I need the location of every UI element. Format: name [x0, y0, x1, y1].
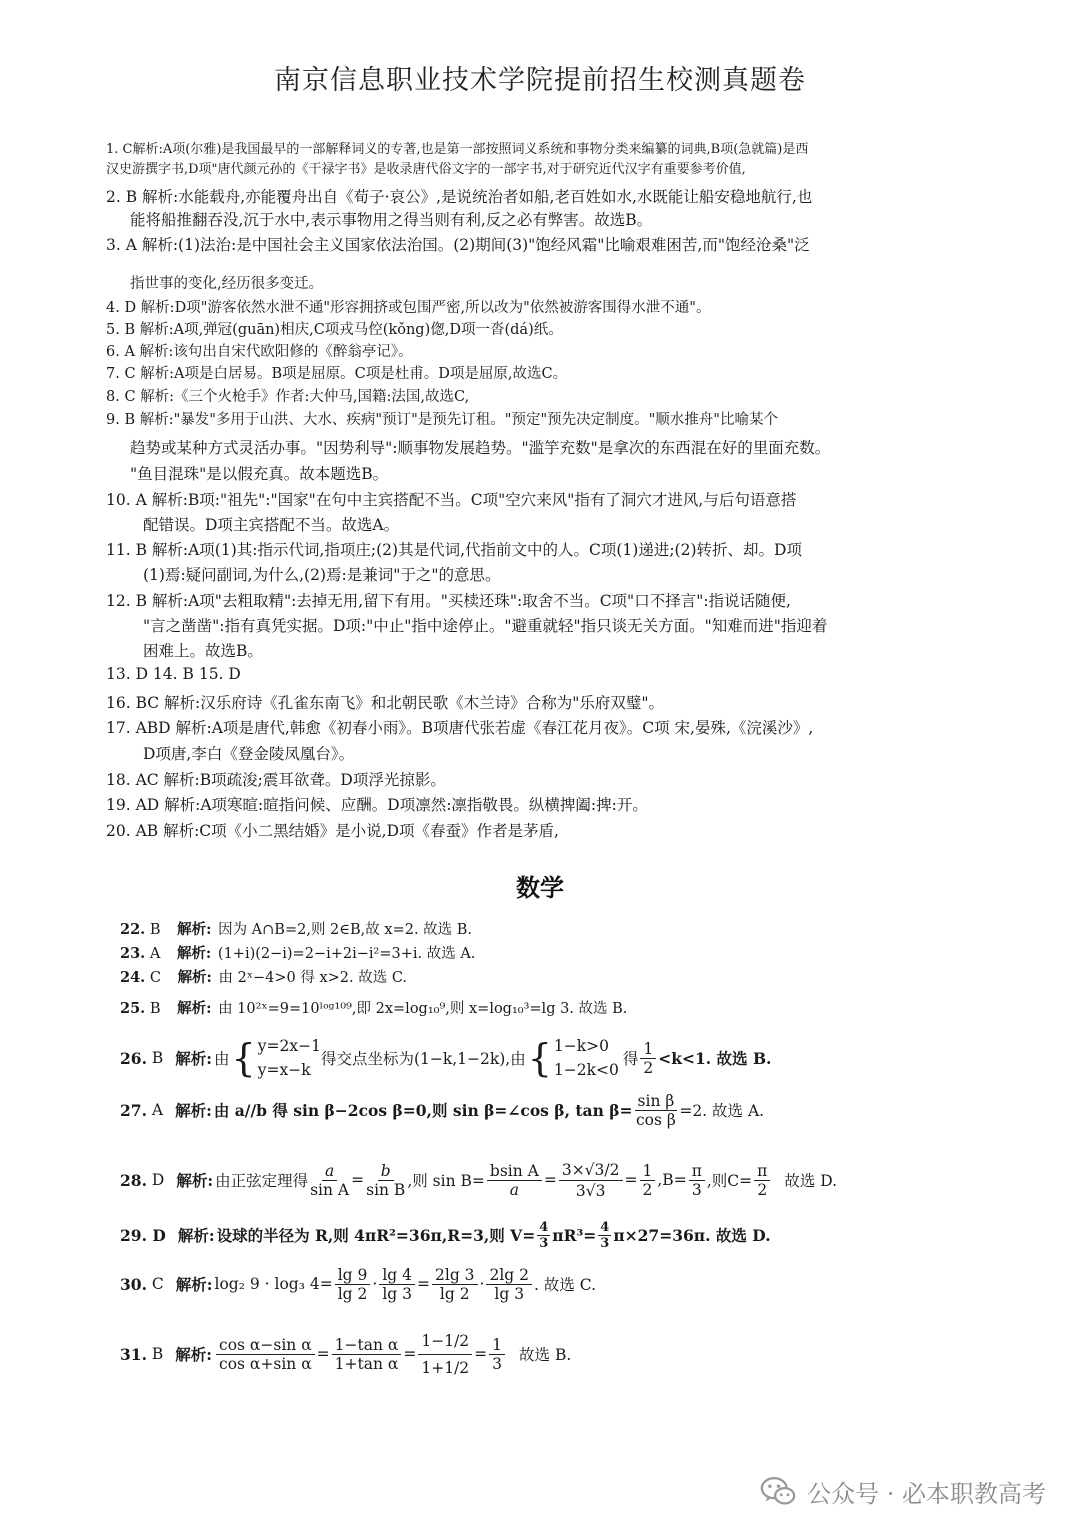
fraction [754, 1162, 770, 1199]
analysis-text: ,B= [657, 1171, 687, 1189]
question-number: 25. [120, 1000, 146, 1017]
numerator: lg 4 [379, 1266, 415, 1285]
answer-line: 困难上。故选B。 [143, 642, 263, 660]
answer-line: 2. B 解析:水能载舟,亦能覆舟出自《荀子·哀公》,是说统治者如船,老百姓如水,水既能让船安稳地航行,也 [106, 188, 813, 206]
denominator: 1+tan α [334, 1354, 399, 1373]
answer-choice: B [151, 1345, 164, 1363]
denominator: 2 [643, 1058, 654, 1077]
fraction [418, 1328, 472, 1381]
question-number: 30. [120, 1274, 147, 1294]
answer-choice: D [152, 1225, 166, 1245]
fraction [640, 1162, 656, 1199]
numerator: 4 [539, 1219, 549, 1235]
answer-choice: B [149, 1001, 161, 1017]
numerator: b [378, 1162, 394, 1181]
math-answer-24 [120, 966, 407, 987]
fraction [310, 1162, 349, 1199]
fraction [487, 1162, 542, 1199]
analysis-text: 故选 D. [784, 1172, 838, 1190]
analysis-text: 由 10²ˣ=9=10ˡᵒᵍ¹⁰⁹,即 2x=log₁₀⁹,则 x=log₁₀³=lg 3. 故选 B. [218, 1001, 628, 1017]
denominator: cos β [636, 1110, 676, 1129]
equation-line: y=2x−1 [257, 1037, 321, 1055]
denominator: lg 2 [337, 1284, 368, 1303]
answer-line: 7. C 解析:A项是白居易。B项是屈原。C项是杜甫。D项是屈原,故选C。 [106, 366, 568, 382]
answer-line: 汉史游撰字书,D项"唐代颜元孙的《干禄字书》是收录唐代俗文字的一部字书,对于研究近代汉字有重要参考价值, [106, 162, 746, 177]
section-title-math: 数学 [516, 873, 564, 902]
question-number: 24. [120, 969, 146, 986]
answer-line: "鱼目混珠"是以假充真。故本题选B。 [130, 465, 389, 483]
analysis-label: 解析: [177, 969, 212, 986]
denominator: lg 2 [439, 1284, 470, 1303]
numerator: 3×√3/2 [559, 1160, 623, 1181]
answer-line: 16. BC 解析:汉乐府诗《孔雀东南飞》和北朝民歌《木兰诗》合称为"乐府双璧"。 [106, 694, 665, 712]
numerator: 1−1/2 [418, 1328, 472, 1355]
denominator: 3 [600, 1235, 610, 1251]
answer-line: 17. ABD 解析:A项是唐代,韩愈《初春小雨》。B项唐代张若虚《春江花月夜》。C项 宋,晏殊,《浣溪沙》, [106, 719, 814, 737]
question-number: 31. [120, 1344, 147, 1364]
fraction [689, 1162, 705, 1199]
math-answer-30: 30. C 解析: log₂ 9 · log₃ 4= $\frac{\lg 9}{\lg 2}$ · $\frac{\lg 4}{\lg 3}$ = $\frac{2\lg 3}{\lg 2}$ · $\frac{2\lg 2}{\lg 3}$ . 故选 C. [120, 1265, 597, 1303]
analysis-label: 解析: [175, 1101, 212, 1120]
answer-line: 12. B 解析:A项"去粗取精":去掉无用,留下有用。"买椟还珠":取舍不当。C项"口不择言":指说话随便, [106, 592, 791, 610]
answer-line: 18. AC 解析:B项疏浚;震耳欲聋。D项浮光掠影。 [106, 771, 446, 789]
wechat-icon [759, 1472, 797, 1510]
fraction [216, 1336, 315, 1373]
analysis-text: <k<1. 故选 B. [658, 1049, 772, 1068]
analysis-text: ,则 sin B= [407, 1172, 485, 1190]
analysis-text: =2. 故选 A. [679, 1102, 765, 1120]
numerator: 1 [640, 1162, 656, 1181]
denominator: 3 [691, 1180, 702, 1199]
math-answer-29 [120, 1215, 771, 1255]
numerator: 1−tan α [332, 1336, 402, 1355]
answer-choice: A [151, 1101, 164, 1119]
denominator: 3 [492, 1354, 503, 1373]
watermark [759, 1471, 1046, 1511]
analysis-text: 由 a//b 得 sin β−2cos β=0,则 sin β=∠cos β, tan β= [213, 1101, 633, 1120]
question-number: 27. [120, 1100, 147, 1120]
analysis-text: 因为 A∩B=2,则 2∈B,故 x=2. 故选 B. [218, 922, 473, 938]
answer-line: D项唐,李白《登金陵凤凰台》。 [143, 745, 355, 763]
denominator: lg 3 [382, 1284, 412, 1303]
answer-line: 指世事的变化,经历很多变迁。 [130, 276, 324, 292]
denominator: 2 [757, 1180, 768, 1199]
numerator: bsin A [487, 1162, 542, 1181]
denominator: 2 [642, 1180, 653, 1199]
analysis-text: . 故选 C. [534, 1276, 597, 1294]
answer-choice: B [151, 1049, 164, 1067]
analysis-text: 得交点坐标为(1−k,1−2k),由 [320, 1050, 526, 1068]
analysis-text: 得 [622, 1050, 639, 1068]
answer-line: (1)焉:疑问副词,为什么,(2)焉:是兼词"于之"的意思。 [143, 566, 501, 584]
math-answer-22 [120, 918, 472, 939]
answer-line: 1. C解析:A项(尔雅)是我国最早的一部解释词义的专著,也是第一部按照词义系统和事物分类来编纂的词典,B项(急就篇)是西 [106, 142, 809, 157]
analysis-label: 解析: [175, 1275, 213, 1294]
analysis-text: 由 2ˣ−4>0 得 x>2. 故选 C. [218, 970, 408, 986]
analysis-label: 解析: [175, 1345, 213, 1364]
fraction [635, 1092, 678, 1129]
answer-choice: C [151, 1275, 164, 1293]
fraction [366, 1162, 405, 1199]
brace-symbol: { [231, 1036, 256, 1080]
denominator: sin A [310, 1180, 350, 1199]
analysis-label: 解析: [177, 1000, 212, 1017]
equation-line: 1−2k<0 [553, 1061, 619, 1079]
fraction [537, 1220, 550, 1251]
numerator: sin β [635, 1092, 678, 1111]
answer-line: 10. A 解析:B项:"祖先":"国家"在句中主宾搭配不当。C项"空穴来风"指有了洞穴才进风,与后句语意搭 [106, 491, 797, 509]
fraction [598, 1220, 611, 1251]
fraction [335, 1266, 371, 1303]
analysis-text: ,则C= [706, 1172, 753, 1190]
math-answer-27 [120, 1090, 764, 1130]
answer-line: 11. B 解析:A项(1)其:指示代词,指项庄;(2)其是代词,代指前文中的人。C项(1)递进;(2)转折、却。D项 [106, 541, 802, 559]
answer-choice: D [151, 1171, 165, 1189]
analysis-text: π×27=36π. 故选 D. [613, 1226, 771, 1245]
answer-line: 9. B 解析:"暴发"多用于山洪、大水、疾病"预订"是预先订租。"预定"预先决定制度。"顺水推舟"比喻某个 [106, 412, 778, 428]
analysis-text: log₂ 9 · log₃ 4= [214, 1275, 333, 1293]
fraction [332, 1336, 402, 1373]
answer-line: 能将船推翻吞没,沉于水中,表示事物用之得当则有利,反之必有弊害。故选B。 [130, 211, 653, 229]
question-number: 23. [120, 945, 146, 962]
analysis-text: πR³= [552, 1225, 597, 1245]
fraction [379, 1266, 415, 1303]
answer-line: 4. D 解析:D项"游客依然水泄不通"形容拥挤或包围严密,所以改为"依然被游客围得水泄不通"。 [106, 300, 711, 316]
answer-line: 6. A 解析:该句出自宋代欧阳修的《醉翁亭记》。 [106, 344, 413, 360]
fraction [432, 1266, 478, 1303]
denominator: 3√3 [575, 1181, 606, 1200]
denominator: 3 [539, 1235, 549, 1251]
answer-line: 趋势或某种方式灵活办事。"因势利导":顺事物发展趋势。"滥竽充数"是拿次的东西混在好的里面充数。 [130, 439, 831, 457]
answer-choice: C [149, 970, 161, 986]
answer-line: 3. A 解析:(1)法治:是中国社会主义国家依法治国。(2)期间(3)"饱经风霜"比喻艰难困苦,而"饱经沧桑"泛 [106, 236, 810, 254]
inequality-system [554, 1034, 619, 1082]
answer-line: 13. D 14. B 15. D [106, 665, 241, 683]
denominator: 1+1/2 [421, 1358, 470, 1377]
math-answer-28: 28. D 解析: 由正弦定理得 $\frac{a}{\text{sin A}}$ = $\frac{b}{\text{sin B}}$ ,则 sin B= $\frac{\text{bsin A}}{a}$ = $\frac{3\times√3/2}{3√3}$ = $\frac{1}{2}$ ,B= $\frac{\pi}{3}$ ,则C= $\frac{\pi}{2}$ 故选 D. [120, 1160, 838, 1200]
fraction [640, 1040, 656, 1077]
numerator: 2lg 2 [486, 1266, 532, 1285]
denominator: a [509, 1180, 519, 1199]
answer-line: 8. C 解析:《三个火枪手》作者:大仲马,国籍:法国,故选C, [106, 389, 470, 405]
brace-symbol: { [527, 1036, 552, 1080]
equation-line: 1−k>0 [553, 1037, 610, 1055]
numerator: π [689, 1162, 705, 1181]
equation-system [258, 1034, 321, 1082]
denominator: cos α+sin α [219, 1354, 312, 1373]
answer-line: 配错误。D项主宾搭配不当。故选A。 [143, 516, 400, 534]
numerator: lg 9 [335, 1266, 371, 1285]
analysis-text: 由 [214, 1050, 230, 1068]
answer-line: 5. B 解析:A项,弹冠(guān)相庆,C项戎马倥(kǒng)偬,D项一沓(dá)纸。 [106, 322, 563, 338]
analysis-label: 解析: [177, 1226, 215, 1245]
denominator: lg 3 [494, 1284, 525, 1303]
math-answer-25 [120, 997, 627, 1018]
analysis-label: 解析: [175, 1049, 213, 1068]
math-answer-26 [120, 1033, 771, 1083]
analysis-text: (1+i)(2−i)=2−i+2i−i²=3+i. 故选 A. [217, 946, 476, 962]
fraction [489, 1336, 505, 1373]
math-answer-23 [120, 942, 475, 963]
numerator: 1 [640, 1040, 656, 1059]
math-answer-31: 31. B 解析: $\frac{\text{cos α−sin α}}{\text{cos α+sin α}}$ = $\frac{\text{1−tan α}}{\text{1+tan α}}$ = $\frac{1-1/2}{1+1/2}$ = $\frac{1}{3}$ 故选 B. [120, 1322, 571, 1386]
denominator: sin B [366, 1180, 406, 1199]
question-number: 28. [120, 1170, 147, 1190]
equation-line: y=x−k [257, 1061, 311, 1079]
numerator: a [322, 1162, 337, 1181]
answer-line: "言之凿凿":指有真凭实据。D项:"中止"指中途停止。"避重就轻"指只谈无关方面。"知难而进"指迎着 [143, 617, 828, 635]
answer-line: 19. AD 解析:A项寒暄:暄指问候、应酬。D项凛然:凛指敬畏。纵横捭阖:捭:开。 [106, 796, 648, 814]
analysis-label: 解析: [176, 1171, 214, 1190]
numerator: 2lg 3 [432, 1266, 478, 1285]
answer-choice: B [149, 922, 161, 938]
page-title: 南京信息职业技术学院提前招生校测真题卷 [274, 65, 806, 96]
watermark-text: 公众号 · 必本职教高考 [807, 1479, 1046, 1508]
question-number: 22. [120, 921, 146, 938]
question-number: 26. [120, 1048, 147, 1068]
numerator: cos α−sin α [216, 1336, 315, 1355]
fraction [559, 1160, 623, 1201]
numerator: 4 [600, 1219, 610, 1235]
numerator: π [754, 1162, 770, 1181]
analysis-label: 解析: [177, 921, 212, 938]
analysis-text: 故选 B. [519, 1346, 572, 1364]
analysis-text: 由正弦定理得 [215, 1172, 309, 1190]
numerator: 1 [489, 1336, 505, 1355]
question-number: 29. [120, 1225, 147, 1245]
fraction [486, 1266, 532, 1303]
analysis-label: 解析: [176, 945, 212, 962]
answer-line: 20. AB 解析:C项《小二黑结婚》是小说,D项《春蚕》作者是茅盾, [106, 822, 559, 840]
analysis-text: 设球的半径为 R,则 4πR²=36π,R=3,则 V= [216, 1226, 536, 1245]
answer-choice: A [149, 946, 161, 962]
